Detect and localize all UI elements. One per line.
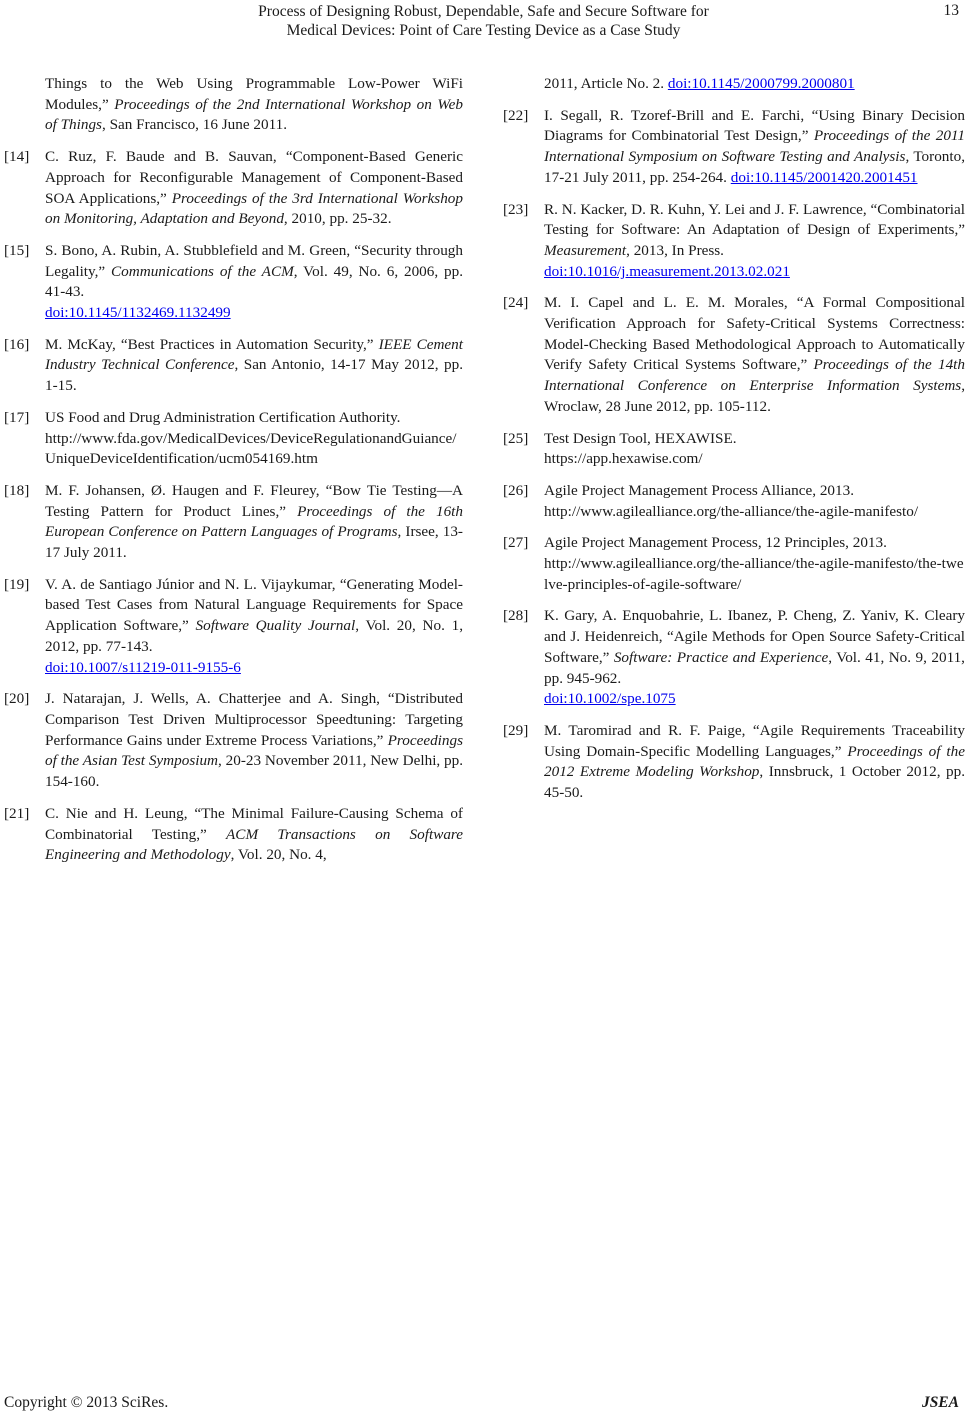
doi-link[interactable]: doi:10.1145/2000799.2000801 — [667, 75, 855, 92]
reference-item: [29] M. Taromirad and R. F. Paige, “Agile Requirements Traceability Using Domain-Specific Modelling Languages,” Proceedings of the 2012 Extreme Modeling Workshop, Innsbruck, 1 October 2012, pp. 45-50. — [503, 721, 966, 802]
reference-item: [14] C. Ruz, F. Baude and B. Sauvan, “Component-Based Generic Approach for Reconfigurable Management of Component-Based SOA Applications,” Proceedings of the 3rd International Workshop on Monitoring, Adaptation and Beyond, 2010, pp. 25-32. — [4, 148, 463, 228]
reference-number: [21] — [4, 804, 30, 822]
reference-item: [27] Agile Project Management Process, 12 Principles, 2013. http://www.agilealliance.org/the-alliance/the-agile-manifesto/the-twelve-principles-of-agile-software/ — [503, 533, 965, 595]
reference-item: [19] V. A. de Santiago Júnior and N. L. Vijaykumar, “Generating Model-based Test Cases from Natural Language Requirements for Space Application Software,” Software Quality Journal, Vol. 20, No. 1, 2012, pp. 77-143. doi:10.1007/s11219-011-9155-6 — [4, 575, 463, 676]
reference-item: [16] M. McKay, “Best Practices in Automation Security,” IEEE Cement Industry Technical Conference, San Antonio, 14-17 May 2012, pp. 1-15. — [4, 335, 463, 395]
reference-number: [17] — [4, 408, 30, 426]
reference-number: [26] — [503, 481, 529, 499]
reference-number: [15] — [4, 241, 30, 259]
left-column — [4, 74, 463, 877]
running-header — [0, 2, 967, 40]
right-column — [503, 74, 965, 815]
copyright-notice: Copyright © 2013 SciRes. — [4, 1394, 169, 1411]
reference-number: [16] — [4, 335, 30, 353]
reference-item: [24] M. I. Capel and L. E. M. Morales, “A Formal Compositional Verification Approach for Safety-Critical Systems Correctness: Model-Checking Based Methodological Approach to Automatically Verify Safety Critical Systems Software,” Proceedings of the 14th International Conference on Enterprise Information Systems, Wroclaw, 28 June 2012, pp. 105-112. — [503, 294, 965, 415]
reference-item: [22] I. Segall, R. Tzoref-Brill and E. Farchi, “Using Binary Decision Diagrams for Combinatorial Test Design,” Proceedings of the 2011 International Symposium on Software Testing and Analysis, Toronto, 17-21 July 2011, pp. 254-264. doi:10.1145/2001420.2001451 — [503, 106, 966, 186]
reference-number: [25] — [503, 429, 529, 447]
reference-number: [24] — [503, 294, 529, 312]
reference-continuation: 2011, Article No. 2. doi:10.1145/2000799.2000801 — [544, 75, 855, 92]
reference-url: http://www.agilealliance.org/the-alliance/the-agile-manifesto/the-twelve-principles-of-agile-software/ — [544, 555, 964, 593]
reference-item: [20] J. Natarajan, J. Wells, A. Chatterjee and A. Singh, “Distributed Comparison Test Driven Multiprocessor Speedtuning: Targeting Performance Gains under Extreme Process Variations,” Proceedings of the Asian Test Symposium, 20-23 November 2011, New Delhi, pp. 154-160. — [4, 690, 464, 791]
reference-url: https://app.hexawise.com/ — [544, 450, 703, 468]
reference-number: [29] — [503, 721, 529, 739]
reference-number: [22] — [503, 106, 529, 124]
reference-number: [27] — [503, 534, 529, 552]
reference-item: [25] Test Design Tool, HEXAWISE. https://app.hexawise.com/ — [503, 429, 965, 470]
reference-item: [23] R. N. Kacker, D. R. Kuhn, Y. Lei and J. F. Lawrence, “Combinatorial Testing for Software: An Adaptation of Design of Experiments,” Measurement, 2013, In Press. doi:10.1016/j.measurement.2013.02.021 — [503, 200, 965, 280]
reference-number: [19] — [4, 575, 30, 593]
reference-item: [17] US Food and Drug Administration Certification Authority. http://www.fda.gov/MedicalDevices/DeviceRegulationandGuiance/UniqueDeviceIdentification/ucm054169.htm — [4, 408, 463, 470]
doi-link[interactable]: doi:10.1145/2001420.2001451 — [730, 168, 918, 186]
reference-item: [15] S. Bono, A. Rubin, A. Stubblefield and M. Green, “Security through Legality,” Communications of the ACM, Vol. 49, No. 6, 2006, pp. 41-43. doi:10.1145/1132469.1132499 — [4, 241, 464, 322]
reference-number: [28] — [503, 607, 529, 625]
reference-number: [18] — [4, 481, 30, 499]
reference-item: [21] C. Nie and H. Leung, “The Minimal Failure-Causing Schema of Combinatorial Testing,” ACM Transactions on Software Engineering and Methodology, Vol. 20, No. 4, — [4, 804, 463, 864]
page-number: 13 — [943, 2, 959, 19]
header-title-line-1: Process of Designing Robust, Dependable, Safe and Secure Software for — [258, 3, 709, 20]
journal-abbreviation: JSEA — [921, 1394, 959, 1411]
reference-item: [18] M. F. Johansen, Ø. Haugen and F. Fleurey, “Bow Tie Testing—A Testing Pattern for Product Lines,” Proceedings of the 16th European Conference on Pattern Languages of Programs, Irsee, 13-17 July 2011. — [4, 481, 463, 562]
reference-url: http://www.agilealliance.org/the-alliance/the-agile-manifesto/ — [544, 502, 919, 520]
reference-number: [20] — [4, 690, 30, 708]
doi-link[interactable]: doi:10.1002/spe.1075 — [544, 690, 676, 708]
reference-item: [26] Agile Project Management Process Alliance, 2013. http://www.agilealliance.org/the-alliance/the-agile-manifesto/ — [503, 481, 965, 522]
reference-item: [28] K. Gary, A. Enquobahrie, L. Ibanez, P. Cheng, Z. Yaniv, K. Cleary and J. Heidenreich, “Agile Methods for Open Source Safety-Critical Software,” Software: Practice and Experience, Vol. 41, No. 9, 2011, pp. 945-962. doi:10.1002/spe.1075 — [503, 607, 965, 708]
reference-url: http://www.fda.gov/MedicalDevices/DeviceRegulationandGuiance/UniqueDeviceIdentification/ucm054169.htm — [45, 429, 457, 468]
reference-continuation: Things to the Web Using Programmable Low-Power WiFi Modules,” Proceedings of the 2nd International Workshop on Web of Things, San Francisco, 16 June 2011. — [45, 75, 463, 134]
doi-link[interactable]: doi:10.1016/j.measurement.2013.02.021 — [544, 262, 790, 280]
reference-number: [14] — [4, 148, 30, 166]
doi-link[interactable]: doi:10.1007/s11219-011-9155-6 — [45, 658, 241, 676]
header-title-line-2: Medical Devices: Point of Care Testing Device as a Case Study — [286, 22, 681, 39]
reference-number: [23] — [503, 200, 529, 218]
doi-link[interactable]: doi:10.1145/1132469.1132499 — [45, 304, 231, 322]
